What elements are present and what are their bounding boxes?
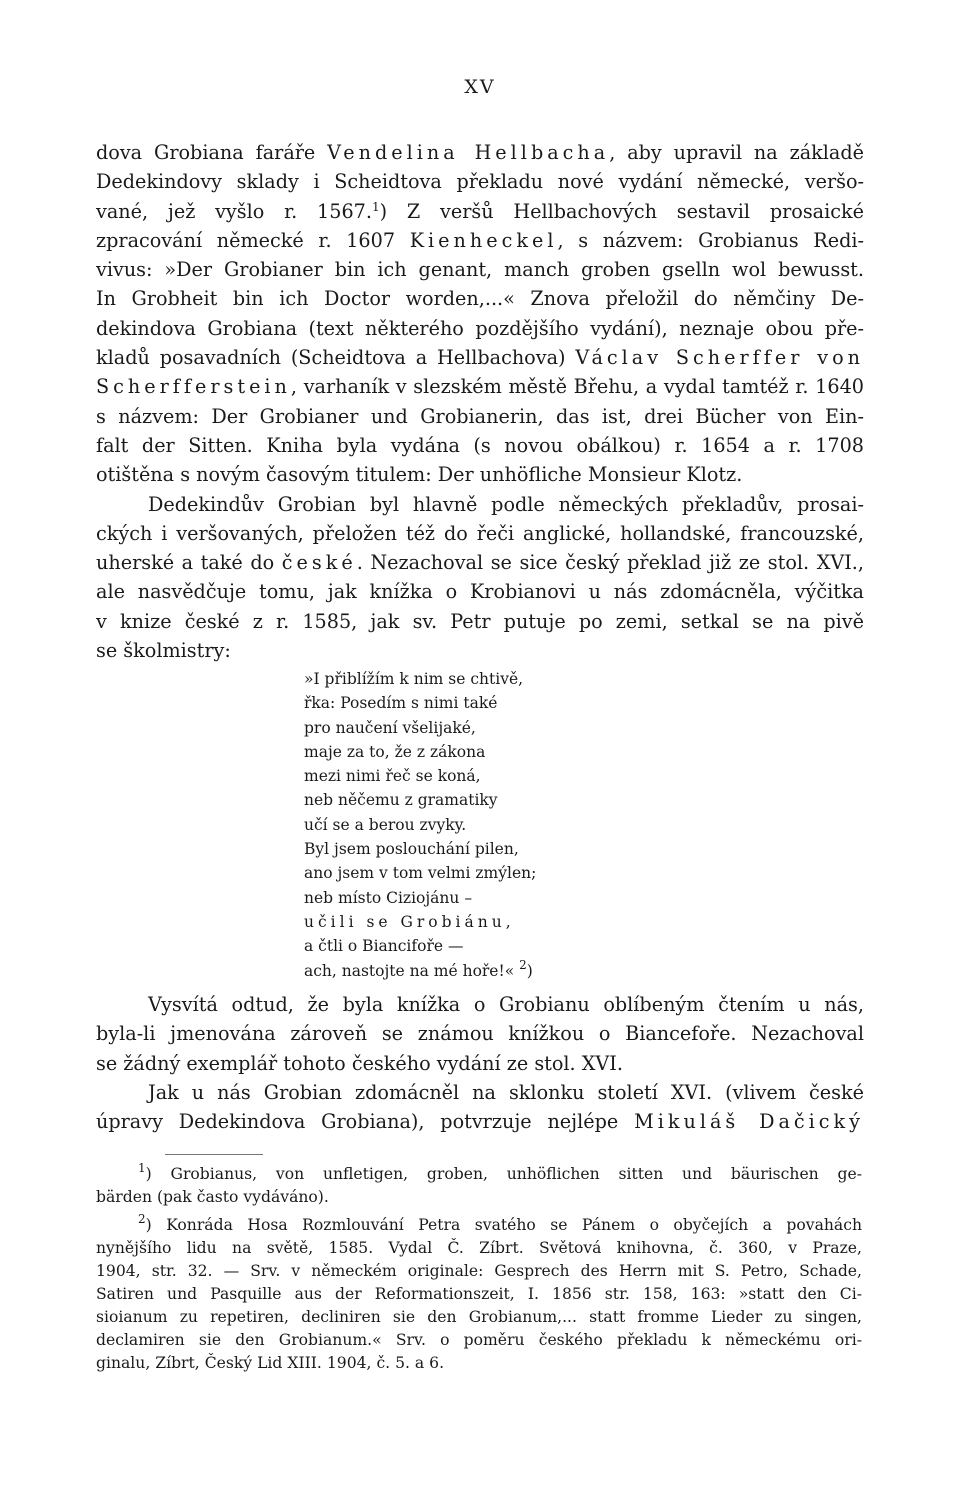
spaced-name: Vendelina Hellbacha (327, 141, 610, 164)
text-line (96, 1163, 862, 1186)
main-text (96, 138, 864, 665)
footnote-divider (165, 1154, 263, 1155)
spaced-name: české (281, 551, 357, 575)
text-line (96, 1186, 862, 1209)
text-run: declamiren sie den Grobianum.« Srv. o poměru českého překladu k německému ori- (96, 1331, 862, 1349)
text-run: 1904, str. 32. — Srv. v německém originale: Gesprech des Herrn mit S. Petro, Schade, (96, 1262, 862, 1280)
paragraph (96, 990, 864, 1078)
text-run: a čtli o Biancifoře — (304, 937, 464, 956)
text-line (96, 607, 864, 636)
text-line (96, 1283, 862, 1306)
text-run: bärden (pak často vydáváno). (96, 1188, 329, 1206)
verse-line (304, 934, 536, 958)
text-run: v knize české z r. 1585, jak sv. Petr putuje po zemi, setkal se na pivě (96, 609, 864, 633)
text-line (96, 1306, 862, 1329)
text-line (96, 1214, 862, 1237)
paragraph (96, 1078, 864, 1137)
text-line (96, 990, 864, 1019)
text-run: ) Grobianus, von unfletigen, groben, unhöflichen sitten und bäurischen ge- (145, 1165, 862, 1183)
verse-quotation (304, 667, 536, 983)
footnote-marker: 1 (138, 1161, 146, 1175)
text-run: ano jsem v tom velmi zmýlen; (304, 864, 537, 883)
text-line (96, 1329, 862, 1352)
verse-line (304, 740, 536, 764)
verse-line (304, 716, 536, 740)
text-run: neb něčemu z gramatiky (304, 791, 498, 810)
text-line (96, 431, 864, 460)
text-line (96, 460, 864, 489)
text-line (96, 1237, 862, 1260)
text-line (96, 138, 864, 167)
text-run: se školmistry: (96, 639, 231, 663)
text-line (96, 548, 864, 577)
text-line (96, 255, 864, 284)
text-run: falt der Sitten. Kniha byla vydána (s novou obálkou) r. 1654 a r. 1708 (96, 433, 864, 457)
text-run: zpracování německé r. 1607 (96, 228, 410, 252)
text-line (96, 402, 864, 431)
text-run: , (505, 912, 511, 931)
verse-line (304, 886, 536, 910)
spaced-name: Scherfferstein (96, 375, 291, 399)
page-number: XV (464, 76, 496, 98)
text-run: , aby upravil na základě (609, 141, 864, 164)
verse-line (304, 861, 536, 885)
verse-line (304, 959, 536, 983)
text-run: řka: Posedím s nimi také (304, 694, 498, 713)
text-run: byla-li jmenována zároveň se známou knížkou o Biancefoře. Nezachoval (96, 1022, 864, 1046)
text-run: , varhaník v slezském městě Břehu, a vydal tamtéž r. 1640 (290, 375, 864, 399)
paragraph (96, 490, 864, 666)
text-run: Dedekindův Grobian byl hlavně podle německých překladův, prosai- (148, 492, 864, 516)
text-run: »I přiblížím k nim se chtivě, (304, 670, 524, 688)
text-run: Dedekindovy sklady i Scheidtova překladu nové vydání německé, veršo- (96, 170, 864, 194)
verse-line (304, 788, 536, 812)
text-line (96, 577, 864, 606)
footnote-marker: 1 (372, 199, 380, 214)
text-run: ckých i veršovaných, přeložen též do řeči anglické, hollandské, francouzské, (96, 521, 864, 545)
text-run: ale nasvědčuje tomu, jak knížka o Krobianovi u nás zdomácněla, výčitka (96, 580, 864, 604)
paragraph (96, 138, 864, 490)
text-line (96, 1260, 862, 1283)
text-run: neb místo Ciziojánu – (304, 888, 473, 907)
text-run: vivus: »Der Grobianer bin ich genant, manch groben gselln wol bewusst. (96, 258, 864, 282)
text-line (96, 314, 864, 343)
spaced-name: Kienheckel (409, 228, 558, 252)
text-line (96, 490, 864, 519)
text-run: ) Z veršů Hellbachových sestavil prosaické (379, 199, 864, 223)
text-line (96, 1049, 864, 1078)
text-run: pro naučení všelijaké, (304, 718, 476, 737)
text-run: Byl jsem poslouchání pilen, (304, 840, 519, 859)
text-run: ach, nastojte na mé hoře!« (304, 961, 520, 980)
verse-line (304, 837, 536, 861)
footnotes (96, 1163, 862, 1375)
text-run: In Grobheit bin ich Doctor worden,...« Znova přeložil do němčiny De- (96, 287, 864, 311)
text-run: uherské a také do (96, 551, 282, 575)
text-run: maje za to, že z zákona (304, 742, 486, 761)
text-line (96, 636, 864, 665)
text-run: otištěna s novým časovým titulem: Der unhöfliche Monsieur Klotz. (96, 463, 743, 487)
verse-line (304, 764, 536, 788)
verse-line (304, 667, 536, 691)
text-run: učí se a berou zvyky. (304, 815, 467, 834)
text-line (96, 372, 864, 401)
text-run: se žádný exemplář tohoto českého vydání ze stol. XVI. (96, 1051, 623, 1075)
text-run: dova Grobiana faráře (96, 141, 328, 164)
text-line (96, 1078, 864, 1107)
text-run: mezi nimi řeč se koná, (304, 767, 481, 786)
text-run: . Nezachoval se sice český překlad již ze stol. XVI., (356, 551, 864, 575)
footnote-marker: 2 (519, 957, 527, 972)
text-run: s názvem: Der Grobianer und Grobianerin, das ist, drei Bücher von Ein- (96, 404, 864, 428)
text-line (96, 1107, 864, 1136)
verse-line (304, 691, 536, 715)
paragraph (96, 1163, 862, 1209)
text-run: ) Konráda Hosa Rozmlouvání Petra svatého se Pánem o obyčejích a povahách (145, 1216, 862, 1234)
spaced-name: Mikuláš Dačický (634, 1110, 864, 1134)
text-run: ginalu, Zíbrt, Český Lid XIII. 1904, č. 5. a 6. (96, 1354, 445, 1372)
text-run: nynějšího lidu na světě, 1585. Vydal Č. Zíbrt. Světová knihovna, č. 360, v Praze, (96, 1239, 862, 1257)
spaced-name: Václav Scherffer von (575, 346, 864, 370)
text-run: úpravy Dedekindova Grobiana), potvrzuje nejlépe (96, 1110, 635, 1134)
text-line (96, 226, 864, 255)
main-text-continued (96, 990, 864, 1136)
spaced-name: učili se Grobiánu (304, 912, 506, 931)
text-line (96, 343, 864, 372)
text-run: , s názvem: Grobianus Redi- (557, 228, 864, 252)
text-run: ) (526, 961, 533, 980)
paragraph (96, 1214, 862, 1375)
text-line (96, 284, 864, 313)
verse-line (304, 813, 536, 837)
text-line (96, 519, 864, 548)
verse-line (304, 910, 536, 934)
text-run: vané, jež vyšlo r. 1567. (96, 199, 372, 223)
text-run: Jak u nás Grobian zdomácněl na sklonku století XVI. (vlivem české (148, 1080, 864, 1104)
footnote-marker: 2 (138, 1212, 146, 1226)
text-line (96, 167, 864, 196)
text-run: sioianum zu repetiren, decliniren sie den Grobianum,... statt fromme Lieder zu singen, (96, 1308, 862, 1326)
text-line (96, 1352, 862, 1375)
text-run: dekindova Grobiana (text některého pozdějšího vydání), neznaje obou pře- (96, 316, 864, 340)
text-run: kladů posavadních (Scheidtova a Hellbachova) (96, 346, 576, 370)
text-line (96, 197, 864, 226)
text-run: Vysvítá odtud, že byla knížka o Grobianu oblíbeným čtením u nás, (148, 993, 864, 1016)
text-line (96, 1019, 864, 1048)
text-run: Satiren und Pasquille aus der Reformationszeit, I. 1856 str. 158, 163: »statt den Ci- (96, 1285, 862, 1303)
